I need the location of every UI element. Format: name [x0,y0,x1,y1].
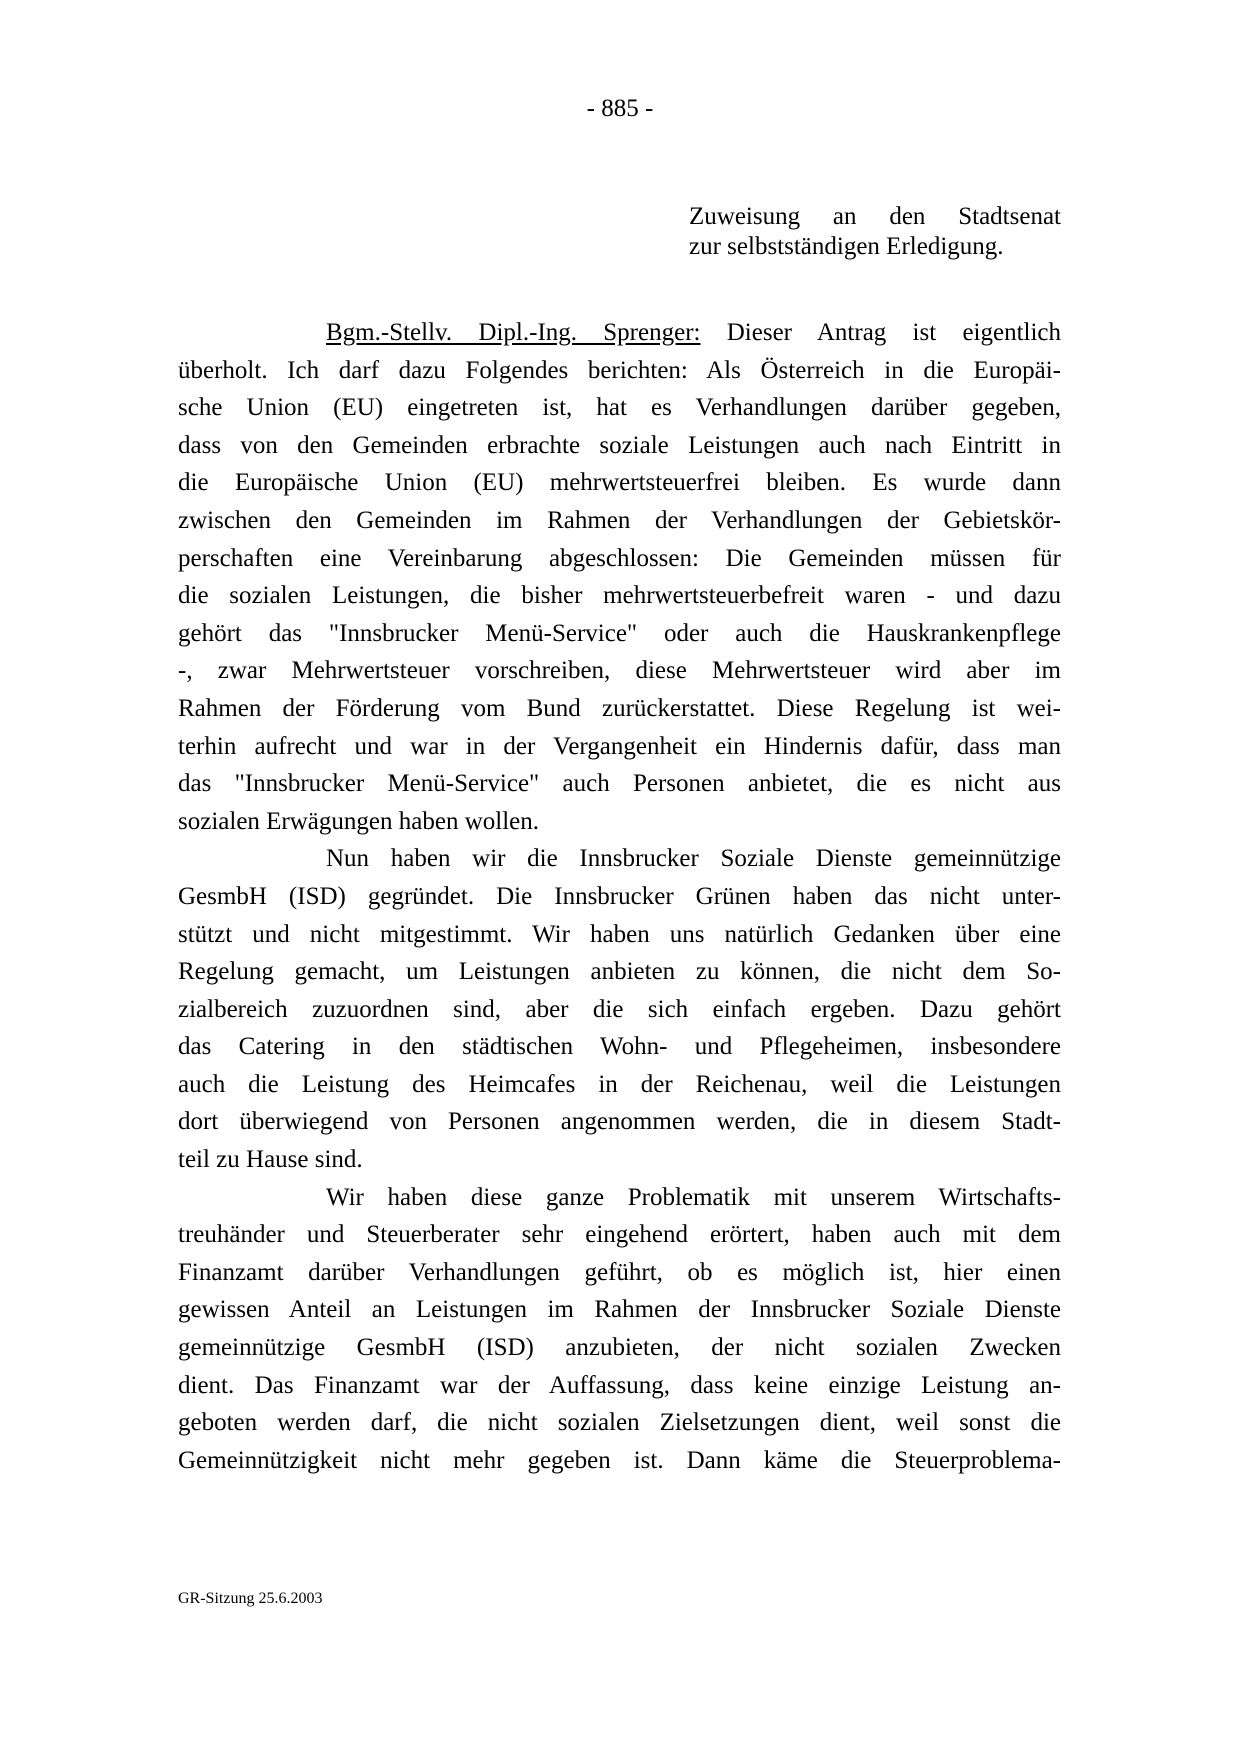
text-line: dient. Das Finanzamt war der Auffassung, dass keine einzige Leistung an- [178,1371,1061,1399]
text-line: geboten werden darf, die nicht sozialen Zielsetzungen dient, weil sonst die [178,1409,1061,1437]
footer-session-date: GR-Sitzung 25.6.2003 [178,1590,323,1607]
text-line: Finanzamt darüber Verhandlungen geführt, ob es möglich ist, hier einen [178,1258,1061,1286]
text-line: teil zu Hause sind. [178,1146,363,1174]
text-line: sozialen Erwägungen haben wollen. [178,807,539,835]
paragraph [178,314,1061,840]
speaker-name: Bgm.-Stellv. Dipl.-Ing. Sprenger: [326,319,701,346]
assignment-line: zur selbstständigen Erledigung. [689,233,1004,260]
text-line: Wir haben diese ganze Problematik mit unserem Wirtschafts- [326,1183,1061,1211]
page-number: - 885 - [586,95,654,122]
text-line: dort überwiegend von Personen angenommen werden, die in diesem Stadt- [178,1108,1061,1136]
text-line: gemeinnützige GesmbH (ISD) anzubieten, der nicht sozialen Zwecken [178,1334,1061,1362]
paragraph [178,1179,1061,1480]
text-line: sche Union (EU) eingetreten ist, hat es Verhandlungen darüber gegeben, [178,394,1061,422]
text-line [178,314,1061,352]
assignment-note [689,202,1061,262]
text-line: perschaften eine Vereinbarung abgeschlossen: Die Gemeinden müssen für [178,544,1061,572]
text-line: -, zwar Mehrwertsteuer vorschreiben, diese Mehrwertsteuer wird aber im [178,657,1061,685]
text-line: treuhänder und Steuerberater sehr eingehend erörtert, haben auch mit dem [178,1221,1061,1249]
text-line: gewissen Anteil an Leistungen im Rahmen der Innsbrucker Soziale Dienste [178,1296,1061,1324]
assignment-line: Zuweisung an den Stadtsenat [689,203,1061,230]
text-line: GesmbH (ISD) gegründet. Die Innsbrucker Grünen haben das nicht unter- [178,882,1061,910]
text-line: Rahmen der Förderung vom Bund zurückerstattet. Diese Regelung ist wei- [178,694,1061,722]
text-line: zwischen den Gemeinden im Rahmen der Verhandlungen der Gebietskör- [178,506,1061,534]
text-line: die Europäische Union (EU) mehrwertsteuerfrei bleiben. Es wurde dann [178,469,1061,497]
text-line: das Catering in den städtischen Wohn- und Pflegeheimen, insbesondere [178,1033,1061,1061]
text-line: Nun haben wir die Innsbrucker Soziale Dienste gemeinnützige [326,845,1061,873]
text-line: gehört das "Innsbrucker Menü-Service" oder auch die Hauskrankenpflege [178,619,1061,647]
text-line: Gemeinnützigkeit nicht mehr gegeben ist. Dann käme die Steuerproblema- [178,1446,1061,1474]
text-line: das "Innsbrucker Menü-Service" auch Personen anbietet, die es nicht aus [178,770,1061,798]
text-line: auch die Leistung des Heimcafes in der Reichenau, weil die Leistungen [178,1070,1061,1098]
text-line: überholt. Ich darf dazu Folgendes berichten: Als Österreich in die Europäi- [178,356,1061,384]
text-line: stützt und nicht mitgestimmt. Wir haben uns natürlich Gedanken über eine [178,920,1061,948]
text-line: dass von den Gemeinden erbrachte soziale Leistungen auch nach Eintritt in [178,431,1061,459]
text-line: zialbereich zuzuordnen sind, aber die sich einfach ergeben. Dazu gehört [178,995,1061,1023]
speech-body [178,314,1061,1479]
paragraph [178,840,1061,1178]
text-line: die sozialen Leistungen, die bisher mehrwertsteuerbefreit waren - und dazu [178,582,1061,610]
text-line: Regelung gemacht, um Leistungen anbieten zu können, die nicht dem So- [178,958,1061,986]
text-line-content: Dieser Antrag ist eigentlich [726,319,1062,346]
text-line: terhin aufrecht und war in der Vergangenheit ein Hindernis dafür, dass man [178,732,1061,760]
